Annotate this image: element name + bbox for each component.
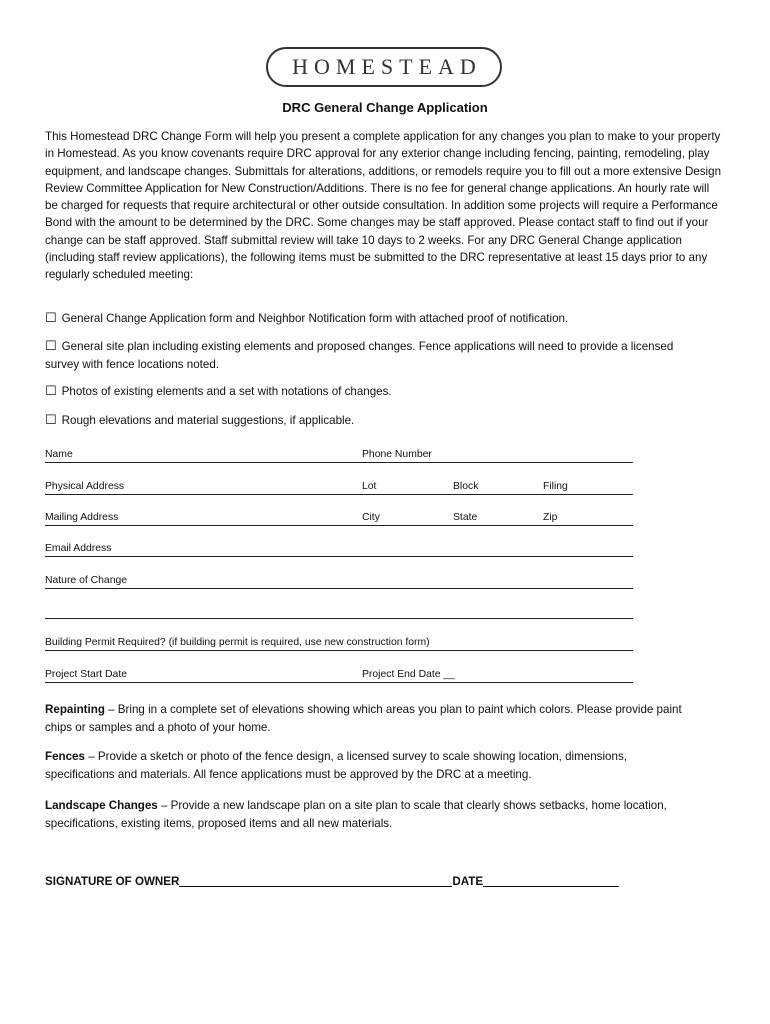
nature-of-change-label: Nature of Change xyxy=(45,575,128,586)
landscape-text: – Provide a new landscape plan on a site plan to scale that clearly shows setbacks, home location, specifications, existing items, proposed items and all new materials. xyxy=(45,799,667,830)
signature-row xyxy=(45,874,619,888)
checklist-item-label: Photos of existing elements and a set with notations of changes. xyxy=(61,385,392,398)
fences-note xyxy=(45,748,695,784)
checkbox-icon[interactable]: ☐ xyxy=(45,311,57,326)
state-label: State xyxy=(453,512,478,523)
repainting-note xyxy=(45,701,695,737)
date-line[interactable] xyxy=(483,874,619,887)
name-label: Name xyxy=(45,449,73,460)
building-permit-field[interactable] xyxy=(45,636,633,651)
block-label: Block xyxy=(453,481,479,492)
filing-label: Filing xyxy=(543,481,568,492)
project-dates-field[interactable] xyxy=(45,668,633,683)
checkbox-icon[interactable]: ☐ xyxy=(45,384,57,399)
fences-heading: Fences xyxy=(45,750,85,763)
mailing-address-label: Mailing Address xyxy=(45,512,119,523)
homestead-logo xyxy=(266,47,502,87)
signature-date-label: DATE xyxy=(452,875,484,888)
checklist-item-site-plan xyxy=(45,338,685,374)
building-permit-label: Building Permit Required? (if building permit is required, use new construction form) xyxy=(45,637,430,648)
signature-owner-label: SIGNATURE OF OWNER xyxy=(45,875,180,888)
logo-text: HOMESTEAD xyxy=(292,54,482,79)
checklist-item-photos xyxy=(45,383,685,401)
landscape-heading: Landscape Changes xyxy=(45,799,158,812)
checklist-item-elevations xyxy=(45,412,685,430)
checklist-item-label: General site plan including existing elements and proposed changes. Fence applications will need to provide a licensed survey with fence locations noted. xyxy=(45,340,674,371)
checklist-item-label: Rough elevations and material suggestions, if applicable. xyxy=(61,414,355,427)
fences-text: – Provide a sketch or photo of the fence design, a licensed survey to scale showing location, dimensions, specifications and materials. All fence applications must be approved by the DRC at a meeting. xyxy=(45,750,627,781)
nature-of-change-continuation-line[interactable] xyxy=(45,604,633,619)
mailing-address-field[interactable] xyxy=(45,511,633,526)
signature-line[interactable] xyxy=(179,874,452,887)
checklist-item-label: General Change Application form and Neighbor Notification form with attached proof of notification. xyxy=(61,312,569,325)
physical-address-label: Physical Address xyxy=(45,481,125,492)
physical-address-field[interactable] xyxy=(45,480,633,495)
checkbox-icon[interactable]: ☐ xyxy=(45,339,57,354)
landscape-note xyxy=(45,797,695,833)
nature-of-change-field[interactable] xyxy=(45,574,633,589)
phone-label: Phone Number xyxy=(362,449,432,460)
checklist-item-application-form xyxy=(45,310,685,328)
email-field[interactable] xyxy=(45,542,633,557)
email-label: Email Address xyxy=(45,543,112,554)
page-title: DRC General Change Application xyxy=(282,100,488,115)
checkbox-icon[interactable]: ☐ xyxy=(45,413,57,428)
name-field[interactable] xyxy=(45,448,633,463)
project-end-date-label: Project End Date __ xyxy=(362,669,455,680)
intro-paragraph: This Homestead DRC Change Form will help you present a complete application for any changes you plan to make to your property in Homestead. As you know covenants require DRC approval for any exterior change including fencing, painting, remodeling, play equipment, and landscape changes. Submittals for alterations, additions, or remodels require you to fill out a more extensive Design Review Committee Application for New Construction/Additions. There is no fee for general change applications. An hourly rate will be charged for requests that require architectural or other outside consultation. In addition some projects will require a Performance Bond with the amount to be determined by the DRC. Some changes may be staff approved. Please contact staff to find out if your change can be staff approved. Staff submittal review will take 10 days to 2 weeks. For any DRC General Change application (including staff review applications), the following items must be submitted to the DRC representative at least 15 days prior to any regularly scheduled meeting: xyxy=(45,130,722,282)
lot-label: Lot xyxy=(362,481,377,492)
repainting-text: – Bring in a complete set of elevations showing which areas you plan to paint which colors. Please provide paint chips or samples and a photo of your home. xyxy=(45,703,682,734)
city-label: City xyxy=(362,512,380,523)
project-start-date-label: Project Start Date xyxy=(45,669,128,680)
repainting-heading: Repainting xyxy=(45,703,105,716)
zip-label: Zip xyxy=(543,512,558,523)
